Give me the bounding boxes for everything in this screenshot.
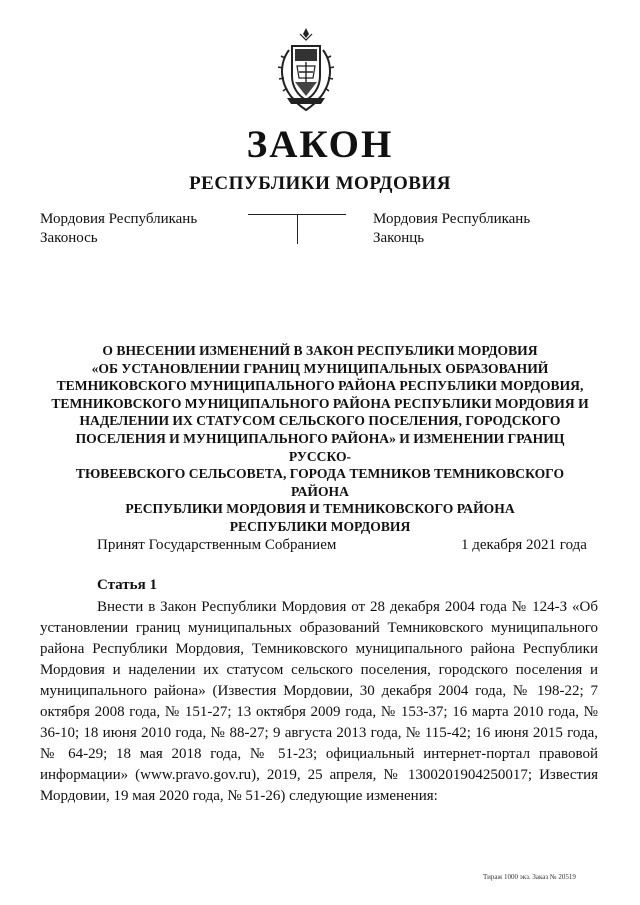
left-language-block (40, 210, 197, 248)
document-title: ЗАКОН (246, 123, 394, 166)
adopted-date: 1 декабря 2021 года (461, 537, 587, 553)
print-run-footer: Тираж 1000 экз. Заказ № 20519 (483, 873, 576, 881)
law-title-line: НАДЕЛЕНИИ ИХ СТАТУСОМ СЕЛЬСКОГО ПОСЕЛЕНИЯ, ГОРОДСКОГО (79, 413, 561, 429)
law-title-line: ТЕМНИКОВСКОГО МУНИЦИПАЛЬНОГО РАЙОНА РЕСПУБЛИКИ МОРДОВИЯ И (51, 395, 589, 411)
left-line-1: Мордовия Республикань (40, 211, 198, 227)
law-title-line: «ОБ УСТАНОВЛЕНИИ ГРАНИЦ МУНИЦИПАЛЬНЫХ ОБРАЗОВАНИЙ (91, 360, 549, 376)
document-subtitle: РЕСПУБЛИКИ МОРДОВИЯ (189, 173, 451, 194)
law-title-line: РЕСПУБЛИКИ МОРДОВИЯ И ТЕМНИКОВСКОГО РАЙОНА (125, 501, 515, 517)
right-line-1: Мордовия Республикань (373, 211, 531, 227)
law-title-line: ТЕМНИКОВСКОГО МУНИЦИПАЛЬНОГО РАЙОНА РЕСПУБЛИКИ МОРДОВИЯ, (56, 378, 584, 394)
law-title-line: РЕСПУБЛИКИ МОРДОВИЯ (229, 518, 411, 534)
left-line-2: Законось (40, 230, 98, 246)
header-divider-vertical (297, 214, 298, 244)
law-title (50, 342, 590, 536)
article-title: Статья 1 (97, 577, 157, 593)
adopted-by: Принят Государственным Собранием (97, 537, 337, 553)
right-language-block (373, 210, 530, 248)
right-line-2: Законць (373, 230, 425, 246)
coat-of-arms-icon (273, 26, 339, 114)
article-text: Внести в Закон Республики Мордовия от 28 декабря 2004 года № 124-З «Об установлении границ муниципальных образований Темниковского муниципального района Республики Мордовия, Темниковского муниципального района Республики Мордовия и наделении их статусом сельского поселения, городского поселения и муниципального района» (Известия Мордовии, 30 декабря 2004 года, № 198-22; 7 октября 2008 года, № 151-27; 13 октября 2009 года, № 153-37; 16 марта 2010 года, № 36-10; 18 июня 2010 года, № 88-27; 9 августа 2013 года, № 115-42; 16 июня 2015 года, № 64-29; 18 мая 2018 года, № 51-23; официальный интернет-портал правовой информации» (www.pravo.gov.ru), 2019, 25 апреля, № 1300201904250017; Известия Мордовии, 19 мая 2020 года, № 51-26) следующие изменения: (40, 599, 598, 804)
law-title-line: ПОСЕЛЕНИЯ И МУНИЦИПАЛЬНОГО РАЙОНА» И ИЗМЕНЕНИИ ГРАНИЦ РУССКО- (75, 430, 565, 464)
law-title-line: О ВНЕСЕНИИ ИЗМЕНЕНИЙ В ЗАКОН РЕСПУБЛИКИ МОРДОВИЯ (102, 343, 538, 358)
law-title-line: ТЮВЕЕВСКОГО СЕЛЬСОВЕТА, ГОРОДА ТЕМНИКОВ ТЕМНИКОВСКОГО РАЙОНА (75, 466, 565, 499)
